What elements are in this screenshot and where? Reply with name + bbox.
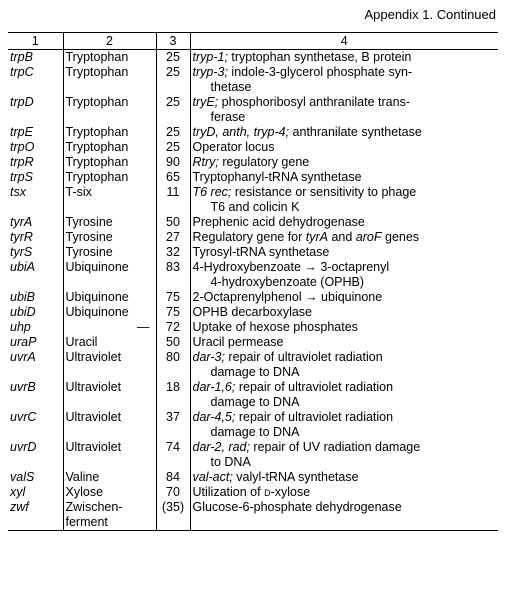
gene-product-cell	[63, 50, 156, 66]
map-location: 72	[156, 320, 190, 335]
gene-description: repair of ultraviolet radiation	[235, 410, 394, 424]
gene-description-continued: damage to DNA	[210, 365, 300, 379]
map-location: 65	[156, 170, 190, 185]
gene-product-cell	[63, 440, 156, 470]
gene-symbol: ubiD	[10, 305, 36, 319]
gene-description: Operator locus	[192, 140, 275, 154]
gene-description-cell	[190, 500, 498, 531]
gene-product: Tryptophan	[65, 95, 129, 109]
gene-description-cell	[190, 215, 498, 230]
gene-symbol: tyrS	[10, 245, 33, 259]
column-header-4: 4	[190, 33, 498, 50]
gene-product-cell	[63, 245, 156, 260]
table-row	[8, 305, 498, 320]
table-row	[8, 140, 498, 155]
gene-description: OPHB decarboxylase	[192, 305, 313, 319]
gene-synonym: dar-3;	[192, 350, 225, 364]
table-row	[8, 380, 498, 410]
gene-description: Uracil permease	[192, 335, 284, 349]
map-location: 75	[156, 290, 190, 305]
gene-description-continued: to DNA	[210, 455, 251, 469]
map-location: 50	[156, 335, 190, 350]
map-location: 90	[156, 155, 190, 170]
gene-description: resistance or sensitivity to phage	[231, 185, 417, 199]
table-row	[8, 350, 498, 380]
gene-symbol: uvrA	[10, 350, 36, 364]
map-location: 75	[156, 305, 190, 320]
gene-synonym: dar-4,5;	[192, 410, 236, 424]
gene-product-cell	[63, 230, 156, 245]
gene-product-continued: ferment	[65, 515, 108, 529]
table-row	[8, 245, 498, 260]
gene-product-cell	[63, 380, 156, 410]
gene-product: Tyrosine	[65, 215, 113, 229]
table-row	[8, 410, 498, 440]
gene-product: Ubiquinone	[65, 260, 129, 274]
map-location: 74	[156, 440, 190, 470]
gene-description: phosphoribosyl anthranilate trans-	[218, 95, 410, 109]
gene-product: Ultraviolet	[65, 350, 122, 364]
gene-description-cell	[190, 95, 498, 125]
gene-symbol: uvrC	[10, 410, 37, 424]
gene-product: Ultraviolet	[65, 440, 122, 454]
gene-product-cell	[63, 140, 156, 155]
gene-symbol: xyl	[10, 485, 26, 499]
gene-description: Glucose-6-phosphate dehydrogenase	[192, 500, 402, 514]
gene-product: Tyrosine	[65, 230, 113, 244]
gene-synonym: tryD, anth, tryp-4;	[192, 125, 290, 139]
gene-product-cell	[63, 350, 156, 380]
gene-symbol: trpE	[10, 125, 33, 139]
gene-symbol: trpB	[10, 50, 33, 64]
gene-product-cell	[63, 215, 156, 230]
gene-product: Ubiquinone	[65, 305, 129, 319]
map-location: 25	[156, 140, 190, 155]
map-location: 50	[156, 215, 190, 230]
gene-product: Zwischen-	[65, 500, 123, 514]
gene-description-cell	[190, 50, 498, 66]
gene-description: 2-Octaprenylphenol → ubiquinone	[192, 290, 383, 304]
gene-product-cell	[63, 170, 156, 185]
gene-symbol: trpD	[10, 95, 34, 109]
table-row	[8, 65, 498, 95]
column-header-3: 3	[156, 33, 190, 50]
column-header-1: 1	[8, 33, 63, 50]
map-location: 83	[156, 260, 190, 290]
gene-description-cell	[190, 185, 498, 215]
gene-description-cell	[190, 290, 498, 305]
gene-description: Uptake of hexose phosphates	[192, 320, 358, 334]
gene-product: Ultraviolet	[65, 380, 122, 394]
gene-product: Tryptophan	[65, 170, 129, 184]
table-row	[8, 50, 498, 66]
gene-description-cell	[190, 155, 498, 170]
table-row	[8, 185, 498, 215]
map-location: (35)	[156, 500, 190, 531]
gene-symbol: uvrD	[10, 440, 37, 454]
gene-product: Tryptophan	[65, 155, 129, 169]
gene-description: regulatory gene	[218, 155, 310, 169]
header-row	[8, 33, 498, 50]
gene-description: 4-Hydroxybenzoate → 3-octaprenyl	[192, 260, 390, 274]
gene-product-cell	[63, 470, 156, 485]
gene-product: Valine	[65, 470, 100, 484]
gene-description: Prephenic acid dehydrogenase	[192, 215, 365, 229]
gene-symbol: tyrA	[10, 215, 33, 229]
table-row	[8, 290, 498, 305]
gene-synonym: T6 rec;	[192, 185, 232, 199]
table-row	[8, 230, 498, 245]
gene-description-cell	[190, 140, 498, 155]
gene-symbol: trpC	[10, 65, 34, 79]
table-row	[8, 440, 498, 470]
gene-synonym: dar-1,6;	[192, 380, 236, 394]
gene-symbol: ubiA	[10, 260, 36, 274]
gene-product: Tyrosine	[65, 245, 113, 259]
gene-product-cell	[63, 290, 156, 305]
map-location: 25	[156, 50, 190, 66]
gene-product: Tryptophan	[65, 140, 129, 154]
gene-description-cell	[190, 305, 498, 320]
gene-description-cell	[190, 350, 498, 380]
gene-description-cell	[190, 335, 498, 350]
gene-description-cell	[190, 470, 498, 485]
map-location: 25	[156, 125, 190, 140]
gene-description: Utilization of d-xylose	[192, 485, 311, 499]
gene-symbol: uvrB	[10, 380, 36, 394]
column-header-2: 2	[63, 33, 156, 50]
gene-synonym: val-act;	[192, 470, 233, 484]
gene-product-cell	[63, 305, 156, 320]
gene-product-cell	[63, 185, 156, 215]
map-location: 32	[156, 245, 190, 260]
gene-symbol: trpR	[10, 155, 34, 169]
map-location: 70	[156, 485, 190, 500]
gene-description: Tyrosyl-tRNA synthetase	[192, 245, 330, 259]
map-location: 25	[156, 95, 190, 125]
gene-description-continued: damage to DNA	[210, 425, 300, 439]
gene-description: anthranilate synthetase	[289, 125, 422, 139]
table-row	[8, 125, 498, 140]
gene-symbol: ubiB	[10, 290, 36, 304]
gene-description-cell	[190, 440, 498, 470]
gene-description: indole-3-glycerol phosphate syn-	[227, 65, 413, 79]
table-row	[8, 500, 498, 531]
gene-description-continued: T6 and colicin K	[210, 200, 300, 214]
map-location: 18	[156, 380, 190, 410]
gene-product-cell	[63, 155, 156, 170]
appendix-table	[8, 32, 498, 531]
map-location: 27	[156, 230, 190, 245]
gene-description: repair of ultraviolet radiation	[235, 380, 394, 394]
table-row	[8, 485, 498, 500]
table-caption: Appendix 1. Continued	[364, 7, 496, 22]
gene-symbol: tsx	[10, 185, 26, 199]
gene-product: Tryptophan	[65, 50, 129, 64]
gene-product-cell	[63, 65, 156, 95]
map-location: 37	[156, 410, 190, 440]
gene-product-cell	[63, 95, 156, 125]
table-row	[8, 155, 498, 170]
map-location: 11	[156, 185, 190, 215]
gene-symbol: trpS	[10, 170, 33, 184]
table-row	[8, 95, 498, 125]
gene-product-cell	[63, 500, 156, 531]
gene-symbol: valS	[10, 470, 35, 484]
gene-description-cell	[190, 245, 498, 260]
gene-description-cell	[190, 320, 498, 335]
gene-description-continued: damage to DNA	[210, 395, 300, 409]
gene-description-continued: 4-hydroxybenzoate (OPHB)	[210, 275, 365, 289]
gene-product: Tryptophan	[65, 125, 129, 139]
gene-description-cell	[190, 380, 498, 410]
gene-description: repair of UV radiation damage	[249, 440, 421, 454]
gene-product-cell	[63, 485, 156, 500]
gene-description: tryptophan synthetase, B protein	[227, 50, 412, 64]
gene-description-continued: ferase	[210, 110, 246, 124]
gene-description-continued: thetase	[210, 80, 252, 94]
gene-synonym: tryp-1;	[192, 50, 228, 64]
gene-product-cell	[63, 410, 156, 440]
gene-description-cell	[190, 260, 498, 290]
gene-description: Regulatory gene for tyrA and aroF genes	[192, 230, 420, 244]
gene-symbol: uhp	[10, 320, 31, 334]
table-row	[8, 260, 498, 290]
gene-description-cell	[190, 410, 498, 440]
gene-symbol: trpO	[10, 140, 35, 154]
gene-description-cell	[190, 65, 498, 95]
table-row	[8, 215, 498, 230]
gene-description-cell	[190, 485, 498, 500]
gene-product-cell	[63, 335, 156, 350]
gene-product: —	[137, 320, 150, 334]
gene-synonym: dar-2, rad;	[192, 440, 250, 454]
gene-synonym: Rtry;	[192, 155, 219, 169]
gene-description-cell	[190, 125, 498, 140]
table-row	[8, 170, 498, 185]
gene-product: Xylose	[65, 485, 104, 499]
gene-symbol: zwf	[8, 500, 63, 531]
gene-product: Uracil	[65, 335, 98, 349]
gene-product-cell	[63, 320, 156, 335]
gene-product: Ultraviolet	[65, 410, 122, 424]
gene-synonym: tryE;	[192, 95, 219, 109]
gene-description-cell	[190, 170, 498, 185]
gene-product-cell	[63, 260, 156, 290]
gene-product: T-six	[65, 185, 92, 199]
gene-description: valyl-tRNA synthetase	[232, 470, 359, 484]
gene-description: repair of ultraviolet radiation	[224, 350, 383, 364]
gene-product-cell	[63, 125, 156, 140]
table-row	[8, 320, 498, 335]
map-location: 80	[156, 350, 190, 380]
table-row	[8, 335, 498, 350]
gene-symbol: uraP	[10, 335, 37, 349]
gene-product: Tryptophan	[65, 65, 129, 79]
map-location: 25	[156, 65, 190, 95]
gene-description: Tryptophanyl-tRNA synthetase	[192, 170, 362, 184]
gene-symbol: tyrR	[10, 230, 33, 244]
gene-description-cell	[190, 230, 498, 245]
gene-product: Ubiquinone	[65, 290, 129, 304]
map-location: 84	[156, 470, 190, 485]
table-row	[8, 470, 498, 485]
gene-synonym: tryp-3;	[192, 65, 228, 79]
